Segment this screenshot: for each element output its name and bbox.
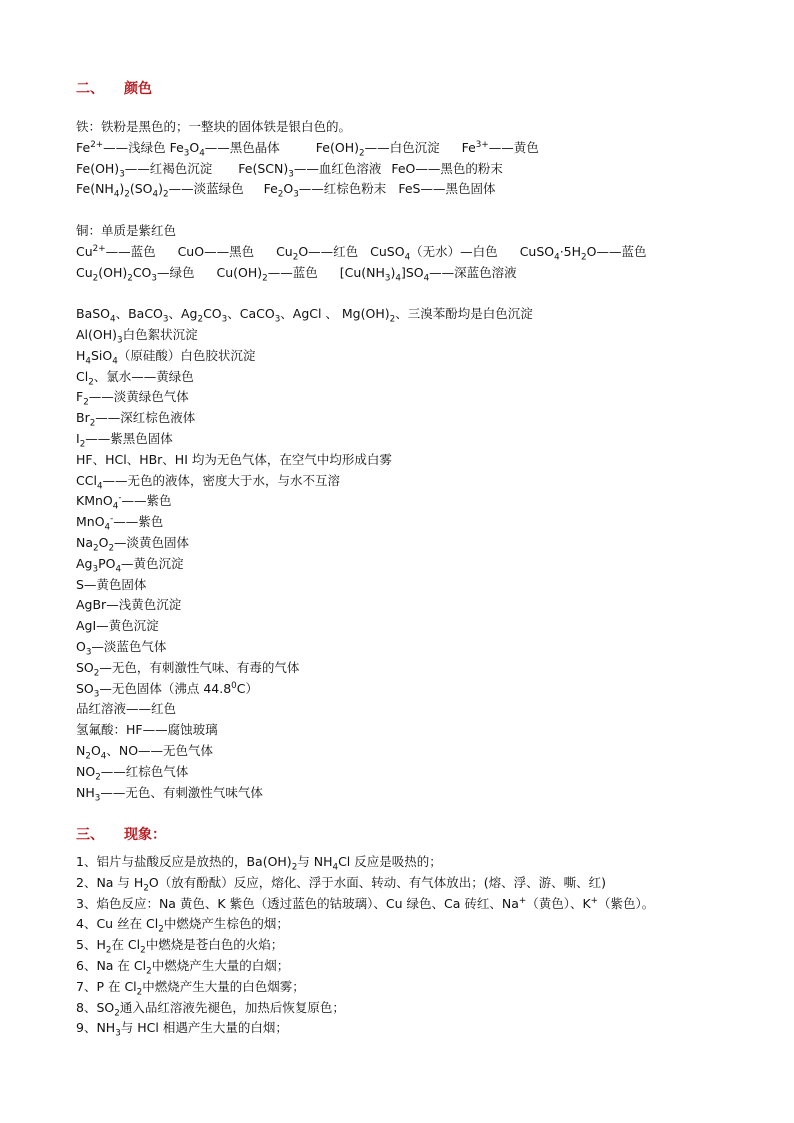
subscript: 2 <box>83 397 89 408</box>
text-segment: ——淡蓝绿色 <box>168 181 244 197</box>
subscript: 2 <box>136 987 143 998</box>
text-segment: AgBr—浅黄色沉淀 <box>76 597 182 613</box>
text-segment: Fe(OH) <box>76 160 120 176</box>
text-segment: N <box>76 743 86 758</box>
subscript: 3 <box>151 273 157 284</box>
text-segment: 氢氟酸：HF——腐蚀玻璃 <box>76 722 218 738</box>
superscript: 2+ <box>90 139 104 150</box>
text-segment: SiO <box>90 347 113 363</box>
text-segment: ——深红棕色液体 <box>95 410 196 426</box>
text-segment: ——无色的液体，密度大于水，与水不互溶 <box>102 472 341 488</box>
text-line <box>76 978 305 996</box>
text-line <box>76 139 539 157</box>
text-line <box>76 388 189 406</box>
text-segment: (OH) <box>98 264 128 280</box>
subscript: 3 <box>94 793 101 804</box>
text-segment: 在 Cl <box>111 937 141 953</box>
section-title: 现象： <box>124 827 166 843</box>
text-segment: CuSO <box>519 243 555 259</box>
text-segment: 9、NH <box>76 1020 116 1036</box>
text-segment: 、AgCl 、 Mg(OH) <box>280 306 390 322</box>
text-segment: CO <box>203 306 222 322</box>
text-segment: CuSO <box>370 243 405 259</box>
text-segment: （原硅酸）白色胶状沉淀 <box>117 347 256 363</box>
text-segment: ——紫色 <box>121 493 172 509</box>
text-segment: H <box>76 347 86 363</box>
text-line <box>76 513 163 531</box>
text-segment: Cu <box>76 264 93 280</box>
text-segment: Fe(OH) <box>315 139 359 155</box>
subscript: 3 <box>92 564 99 575</box>
subscript: 4 <box>113 189 120 200</box>
subscript: 2 <box>93 668 100 679</box>
text-segment: NH <box>76 784 95 800</box>
subscript: 3 <box>221 314 228 325</box>
text-line <box>76 118 351 136</box>
subscript: 3 <box>119 169 125 180</box>
text-line <box>76 957 289 975</box>
text-segment: Fe <box>461 139 476 155</box>
subscript: 2 <box>88 377 94 388</box>
text-segment: 5、H <box>76 937 106 953</box>
text-line <box>76 451 392 469</box>
text-segment: ——淡黄绿色气体 <box>88 389 189 405</box>
subscript: 2 <box>292 252 299 263</box>
text-line <box>76 368 194 386</box>
text-line <box>76 596 181 614</box>
text-segment: 3、焰色反应：Na 黄色、K 紫色（透过蓝色的钴玻璃）、Cu 绿色、Ca 砖红、Na <box>76 895 519 911</box>
text-segment: ——深蓝色溶液 <box>429 264 517 280</box>
subscript: 2 <box>143 883 149 894</box>
text-line <box>76 555 184 573</box>
text-segment: NO <box>76 763 96 779</box>
text-line <box>76 347 255 365</box>
text-segment: [Cu(NH <box>339 264 385 280</box>
text-line <box>76 409 195 427</box>
text-segment: （黄色）、K <box>526 895 591 911</box>
subscript: 2 <box>95 772 101 783</box>
subscript: 4 <box>395 273 401 284</box>
text-segment: Ag <box>76 555 93 571</box>
subscript: 4 <box>332 862 339 873</box>
text-segment: 、氯水——黄绿色 <box>93 368 194 384</box>
text-segment: O——蓝色 <box>586 243 647 259</box>
text-line <box>76 617 159 635</box>
subscript: 2 <box>277 189 284 200</box>
text-segment: 7、P 在 Cl <box>76 978 137 994</box>
text-segment: ——紫黑色固体 <box>85 431 173 446</box>
text-segment: ——红棕色粉末 <box>298 181 387 197</box>
text-segment: CCl <box>76 472 97 488</box>
text-segment: 与 NH <box>297 854 333 869</box>
subscript: 3 <box>384 273 391 284</box>
text-segment: I <box>76 431 80 446</box>
section-title: 颜色 <box>124 81 152 97</box>
text-segment: 通入品红溶液先褪色，加热后恢复原色； <box>119 999 345 1015</box>
text-segment: CO <box>132 264 152 280</box>
text-segment: C） <box>236 680 258 696</box>
text-segment: ——红褐色沉淀 <box>124 160 213 176</box>
text-segment: BaSO <box>76 306 111 322</box>
text-segment: （无水）—白色 <box>410 243 498 259</box>
text-segment: ) <box>390 264 396 280</box>
subscript: 4 <box>85 356 91 367</box>
subscript: 2 <box>85 751 91 762</box>
subscript: 2 <box>79 439 86 450</box>
text-line <box>76 576 146 594</box>
subscript: 2 <box>158 924 164 935</box>
subscript: 2 <box>389 314 396 325</box>
subscript: 4 <box>152 189 159 200</box>
text-segment: —无色固体（沸点 44.8 <box>99 680 232 696</box>
text-segment: ——紫色 <box>113 514 164 530</box>
subscript: 4 <box>423 273 430 284</box>
text-segment: 、CaCO <box>227 306 275 322</box>
text-line <box>76 326 198 344</box>
subscript: 3 <box>183 148 190 159</box>
subscript: 3 <box>93 689 100 700</box>
text-segment: Br <box>76 410 90 426</box>
subscript: 2 <box>197 314 204 325</box>
superscript: + <box>518 895 527 906</box>
subscript: 4 <box>96 481 103 492</box>
subscript: 2 <box>291 862 298 873</box>
text-segment: ) <box>158 181 163 197</box>
text-segment: Cu <box>76 243 93 259</box>
superscript: + <box>590 895 598 906</box>
text-segment: 2、Na 与 H <box>76 874 144 890</box>
text-line <box>76 784 263 802</box>
superscript: - <box>118 493 122 504</box>
text-line <box>76 430 173 448</box>
text-line <box>76 700 176 718</box>
text-segment: SO <box>76 659 94 675</box>
text-segment: ——无色、有刺激性气味气体 <box>100 784 263 800</box>
text-segment: Cl 反应是吸热的； <box>338 854 442 869</box>
text-segment: (SO <box>129 181 153 197</box>
text-segment: Fe <box>263 181 278 197</box>
subscript: 3 <box>117 335 123 346</box>
text-line <box>76 305 533 323</box>
text-line <box>76 243 646 261</box>
text-segment: PO <box>98 555 116 571</box>
text-segment: ——黄色 <box>488 139 539 155</box>
text-segment: ) <box>119 181 125 197</box>
subscript: 4 <box>112 356 118 367</box>
text-segment: O <box>90 743 101 758</box>
section-heading-colors <box>76 78 152 98</box>
text-segment: HF、HCl、HBr、HI 均为无色气体，在空气中均形成白雾 <box>76 451 392 467</box>
subscript: 2 <box>146 966 152 977</box>
text-segment: S—黄色固体 <box>76 576 147 592</box>
subscript: 4 <box>404 252 411 263</box>
subscript: 4 <box>554 252 560 263</box>
text-line <box>76 742 213 760</box>
text-line <box>76 936 283 954</box>
subscript: 2 <box>92 273 99 284</box>
text-segment: ·5H <box>559 243 582 259</box>
text-segment: Cu <box>276 243 293 259</box>
subscript: 2 <box>262 273 268 284</box>
text-line <box>76 659 299 677</box>
text-segment: ——蓝色 <box>105 243 156 259</box>
text-segment: 、NO——无色气体 <box>106 743 214 758</box>
subscript: 4 <box>104 522 111 533</box>
subscript: 3 <box>162 314 169 325</box>
text-segment: Cl <box>76 368 89 384</box>
text-segment: —淡蓝色气体 <box>91 639 167 654</box>
text-segment: O <box>283 181 294 197</box>
text-segment: 8、SO <box>76 999 115 1015</box>
text-segment: Cu(OH) <box>216 264 263 280</box>
subscript: 4 <box>112 501 119 512</box>
subscript: 2 <box>581 252 587 263</box>
text-segment: 中燃烧是苍白色的火焰； <box>145 937 284 953</box>
text-segment: 、Ag <box>168 306 198 322</box>
text-line <box>76 915 289 933</box>
text-line <box>76 721 218 739</box>
text-line <box>76 160 503 178</box>
text-segment: Al(OH) <box>76 327 118 342</box>
superscript: 0 <box>231 680 237 691</box>
text-segment: KMnO <box>76 493 113 509</box>
text-segment: ——红棕色气体 <box>100 763 189 779</box>
text-segment: 品红溶液——红色 <box>76 701 177 717</box>
text-segment: 6、Na 在 Cl <box>76 958 147 973</box>
subscript: 3 <box>288 169 294 180</box>
text-segment: Na <box>76 535 94 550</box>
text-segment: FeS——黑色固体 <box>398 181 496 197</box>
subscript: 4 <box>115 564 122 575</box>
text-line <box>76 472 340 490</box>
text-line <box>76 763 188 781</box>
section-number: 三、 <box>76 827 104 843</box>
text-line <box>76 853 442 871</box>
subscript: 2 <box>114 1008 120 1019</box>
subscript: 2 <box>93 543 99 554</box>
text-line <box>76 895 654 913</box>
text-segment: ——血红色溶液 <box>293 160 382 176</box>
text-segment: O（放有酚酞）反应，熔化、浮于水面、转动、有气体放出；(熔、浮、游、嘶、红) <box>148 874 606 890</box>
subscript: 2 <box>108 543 115 554</box>
text-segment: 铜：单质是紫红色 <box>76 223 177 238</box>
text-segment: SO <box>76 680 94 696</box>
text-segment: ——浅绿色 Fe <box>103 139 184 155</box>
text-segment: 中燃烧产生棕色的烟； <box>163 916 289 932</box>
subscript: 4 <box>199 148 205 159</box>
subscript: 2 <box>127 273 133 284</box>
text-segment: 铁：铁粉是黑色的；一整块的固体铁是银白色的。 <box>76 119 352 134</box>
text-segment: O <box>98 535 109 550</box>
text-line <box>76 999 345 1017</box>
text-segment: ——白色沉淀 <box>364 139 440 155</box>
text-line <box>76 534 189 552</box>
text-segment: CuO——黑色 <box>177 243 255 259</box>
subscript: 3 <box>293 189 299 200</box>
text-segment: AgI—黄色沉淀 <box>76 618 159 634</box>
text-line <box>76 492 172 510</box>
text-segment: O <box>189 139 200 155</box>
text-segment: Fe(NH <box>76 181 114 197</box>
subscript: 4 <box>110 314 116 325</box>
text-segment: 4、Cu 丝在 Cl <box>76 916 159 932</box>
subscript: 4 <box>100 751 107 762</box>
text-segment: —黄色沉淀 <box>121 555 184 571</box>
subscript: 3 <box>274 314 281 325</box>
text-line <box>76 222 176 240</box>
text-segment: —无色，有刺激性气味、有毒的气体 <box>99 659 300 675</box>
subscript: 3 <box>115 1028 121 1039</box>
superscript: - <box>110 514 114 525</box>
text-segment: ——黑色晶体 <box>204 139 280 155</box>
superscript: 3+ <box>475 139 489 150</box>
text-line <box>76 874 606 892</box>
subscript: 2 <box>89 418 96 429</box>
text-segment: O <box>76 639 86 654</box>
text-segment: 白色絮状沉淀 <box>122 327 198 342</box>
subscript: 2 <box>359 148 365 159</box>
text-segment: 与 HCl 相遇产生大量的白烟； <box>120 1020 288 1036</box>
text-segment: 中燃烧产生大量的白烟； <box>151 958 290 973</box>
text-segment: FeO——黑色的粉末 <box>391 160 503 176</box>
text-segment: —绿色 <box>156 264 195 280</box>
text-line <box>76 680 258 698</box>
subscript: 2 <box>105 945 112 956</box>
subscript: 3 <box>85 647 92 658</box>
text-segment: （紫色）。 <box>598 895 655 911</box>
text-segment: ——蓝色 <box>267 264 318 280</box>
text-segment: Fe <box>76 139 91 155</box>
text-segment: 、三溴苯酚均是白色沉淀 <box>395 306 533 322</box>
subscript: 2 <box>124 189 130 200</box>
section-heading-phenomena <box>76 824 166 844</box>
text-segment: MnO <box>76 514 105 530</box>
text-segment: —淡黄色固体 <box>114 535 190 550</box>
text-segment: Fe(SCN) <box>238 160 289 176</box>
text-segment: ]SO <box>400 264 424 280</box>
subscript: 2 <box>140 945 146 956</box>
text-line <box>76 264 517 282</box>
subscript: 2 <box>163 189 169 200</box>
text-segment: O——红色 <box>298 243 359 259</box>
text-line <box>76 1019 288 1037</box>
text-line <box>76 180 495 198</box>
text-segment: F <box>76 389 84 405</box>
superscript: 2+ <box>92 243 106 254</box>
text-segment: 1、铝片与盐酸反应是放热的，Ba(OH) <box>76 854 292 869</box>
section-number: 二、 <box>76 81 104 97</box>
text-segment: 中燃烧产生大量的白色烟雾； <box>142 978 305 994</box>
text-segment: 、BaCO <box>115 306 163 322</box>
text-line <box>76 638 166 656</box>
